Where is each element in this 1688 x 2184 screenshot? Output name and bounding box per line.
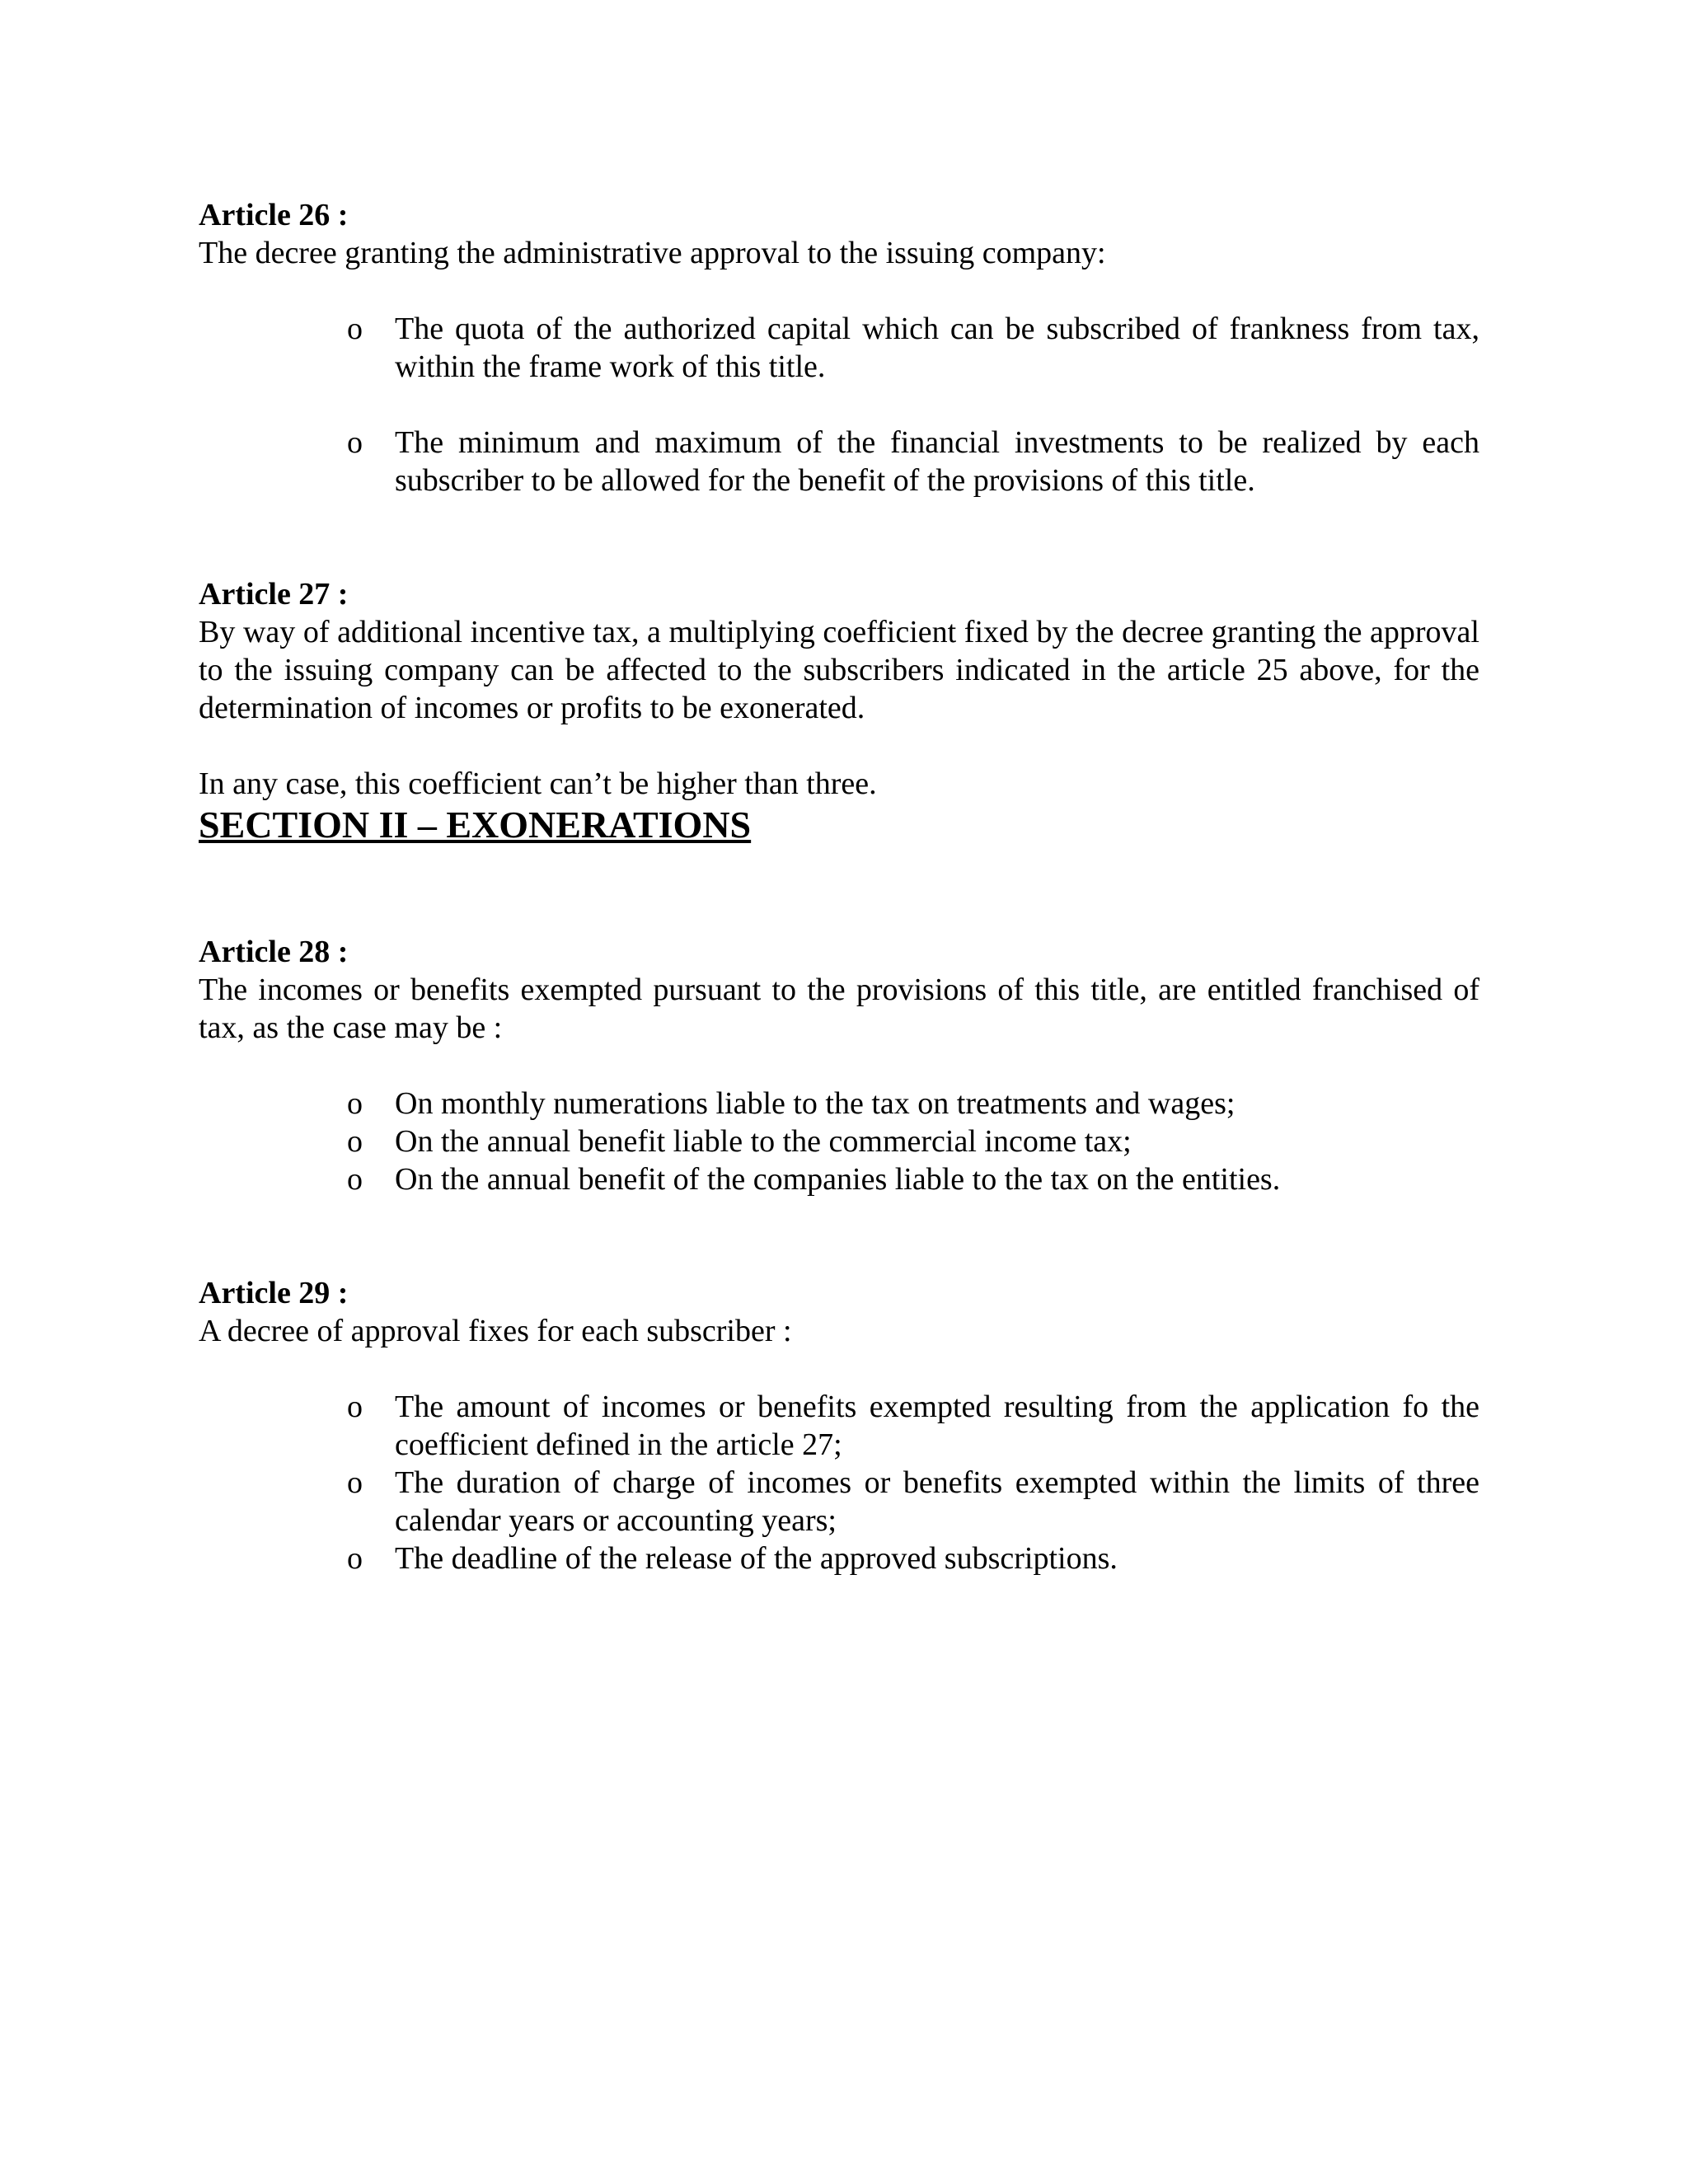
bullet-marker-icon: o (347, 425, 363, 460)
list-item (347, 1464, 1479, 1540)
bullet-marker-icon: o (347, 1465, 363, 1500)
spacer (199, 499, 1479, 575)
spacer (395, 386, 1479, 424)
article-27-paragraph-2: In any case, this coefficient can’t be higher than three. (199, 766, 877, 801)
article-28-list (199, 1085, 1479, 1198)
spacer (199, 1198, 1479, 1274)
list-item-text: The amount of incomes or benefits exempted resulting from the application fo the coefficient defined in the article 27; (395, 1390, 1479, 1462)
spacer (199, 1047, 1479, 1085)
article-29-intro: A decree of approval fixes for each subscriber : (199, 1314, 792, 1348)
article-28-intro: The incomes or benefits exempted pursuant to the provisions of this title, are entitled franchised of tax, as the case may be : (199, 972, 1479, 1045)
list-item (347, 1540, 1479, 1577)
list-item (347, 1122, 1479, 1160)
list-item-text: The duration of charge of incomes or benefits exempted within the limits of three calendar years or accounting years; (395, 1465, 1479, 1538)
article-28-heading: Article 28 : (199, 935, 349, 969)
list-item-text: The minimum and maximum of the financial investments to be realized by each subscriber to be allowed for the benefit of the provisions of this title. (395, 425, 1479, 498)
article-29-heading: Article 29 : (199, 1276, 349, 1310)
bullet-marker-icon: o (347, 1162, 363, 1197)
article-27-paragraph-1: By way of additional incentive tax, a multiplying coefficient fixed by the decree granting the approval to the issuing company can be affected to the subscribers indicated in the article 25 above, for the determination of incomes or profits to be exonerated. (199, 615, 1479, 725)
list-item-text: On the annual benefit of the companies liable to the tax on the entities. (395, 1162, 1281, 1197)
list-item-text: The deadline of the release of the approved subscriptions. (395, 1541, 1118, 1576)
list-item (347, 310, 1479, 386)
article-26-heading: Article 26 : (199, 198, 349, 232)
document-body (199, 196, 1479, 1577)
bullet-marker-icon: o (347, 1390, 363, 1424)
spacer (199, 1350, 1479, 1388)
list-item-text: The quota of the authorized capital which can be subscribed of frankness from tax, within the frame work of this title. (395, 312, 1479, 384)
article-29-list (199, 1388, 1479, 1577)
section-2-heading: SECTION II – EXONERATIONS (199, 804, 752, 846)
spacer (199, 272, 1479, 310)
list-item (347, 1085, 1479, 1122)
article-26-intro: The decree granting the administrative approval to the issuing company: (199, 236, 1106, 270)
list-item (347, 1160, 1479, 1198)
list-item (347, 424, 1479, 499)
bullet-marker-icon: o (347, 1086, 363, 1121)
spacer (199, 847, 1479, 933)
spacer (199, 727, 1479, 765)
article-26-list (199, 310, 1479, 499)
bullet-marker-icon: o (347, 1541, 363, 1576)
article-27-heading: Article 27 : (199, 577, 349, 612)
list-item-text: On the annual benefit liable to the commercial income tax; (395, 1124, 1132, 1159)
bullet-marker-icon: o (347, 312, 363, 346)
bullet-marker-icon: o (347, 1124, 363, 1159)
list-item-text: On monthly numerations liable to the tax on treatments and wages; (395, 1086, 1236, 1121)
list-item (347, 1388, 1479, 1464)
